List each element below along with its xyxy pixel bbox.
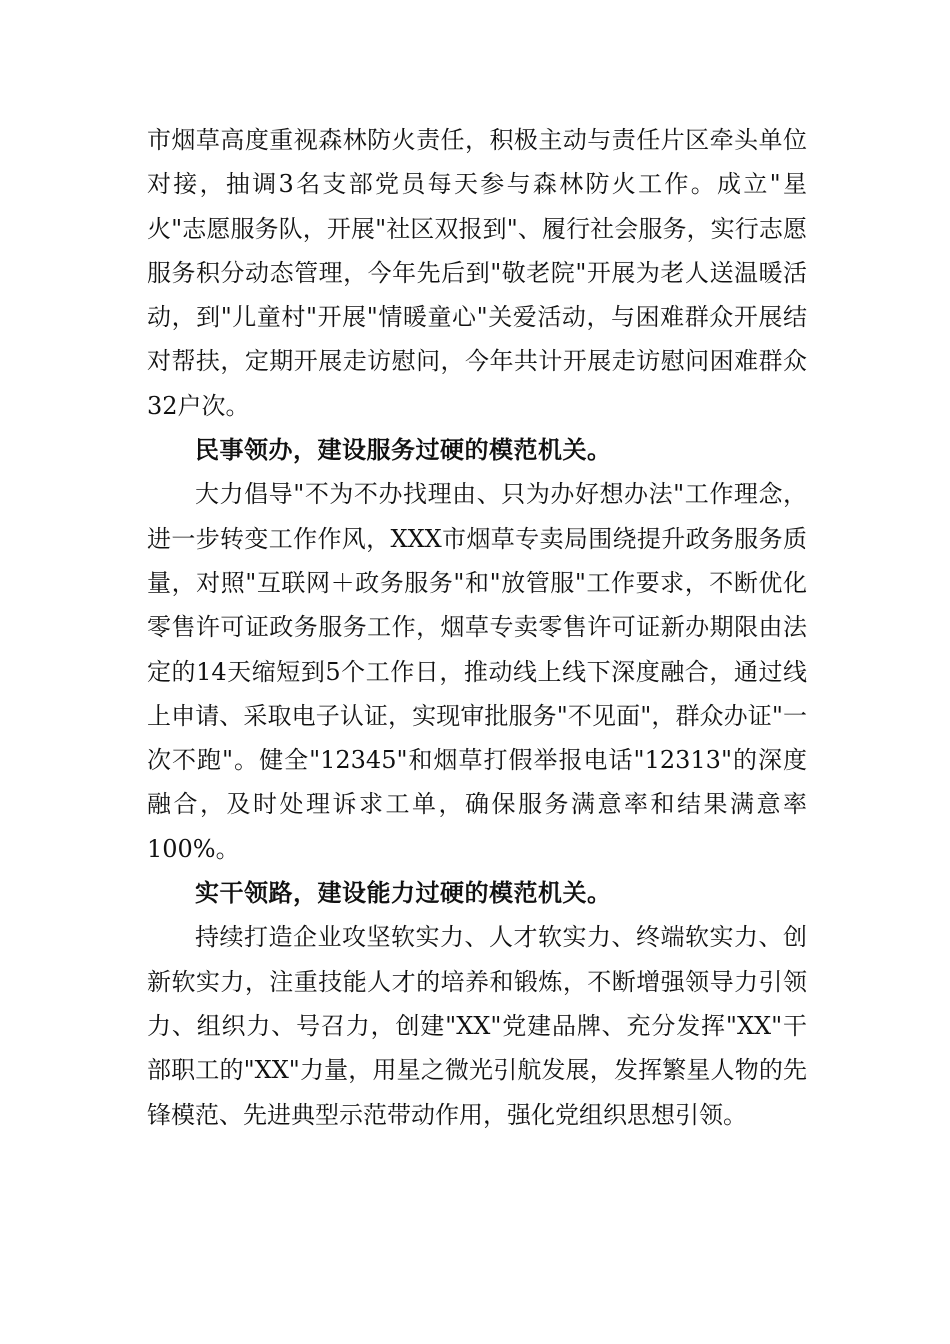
section-heading-capability: 实干领路，建设能力过硬的模范机关。 [195, 879, 612, 908]
document-body [147, 118, 807, 1137]
paragraph-government-service: 大力倡导"不为不办找理由、只为办好想办法"工作理念，进一步转变工作作风，XXX市烟草专卖局围绕提升政务服务质量，对照"互联网＋政务服务"和"放管服"工作要求，不断优化零售许可证政务服务工作，烟草专卖零售许可证新办期限由法定的14天缩短到5个工作日，推动线上线下深度融合，通过线上申请、采取电子认证，实现审批服务"不见面"，群众办证"一次不跑"。健全"12345"和烟草打假举报电话"12313"的深度融合，及时处理诉求工单，确保服务满意率和结果满意率100%。 [147, 480, 807, 863]
paragraph-forest-fire-volunteer: 市烟草高度重视森林防火责任，积极主动与责任片区牵头单位对接，抽调3名支部党员每天参与森林防火工作。成立"星火"志愿服务队，开展"社区双报到"、履行社会服务，实行志愿服务积分动态管理，今年先后到"敬老院"开展为老人送温暖活动，到"儿童村"开展"情暖童心"关爱活动，与困难群众开展结对帮扶，定期开展走访慰问，今年共计开展走访慰问困难群众32户次。 [147, 126, 807, 420]
paragraph-soft-power: 持续打造企业攻坚软实力、人才软实力、终端软实力、创新软实力，注重技能人才的培养和锻炼，不断增强领导力引领力、组织力、号召力，创建"XX"党建品牌、充分发挥"XX"干部职工的"XX"力量，用星之微光引航发展，发挥繁星人物的先锋模范、先进典型示范带动作用，强化党组织思想引领。 [147, 923, 807, 1129]
section-heading-service: 民事领办，建设服务过硬的模范机关。 [195, 436, 612, 465]
